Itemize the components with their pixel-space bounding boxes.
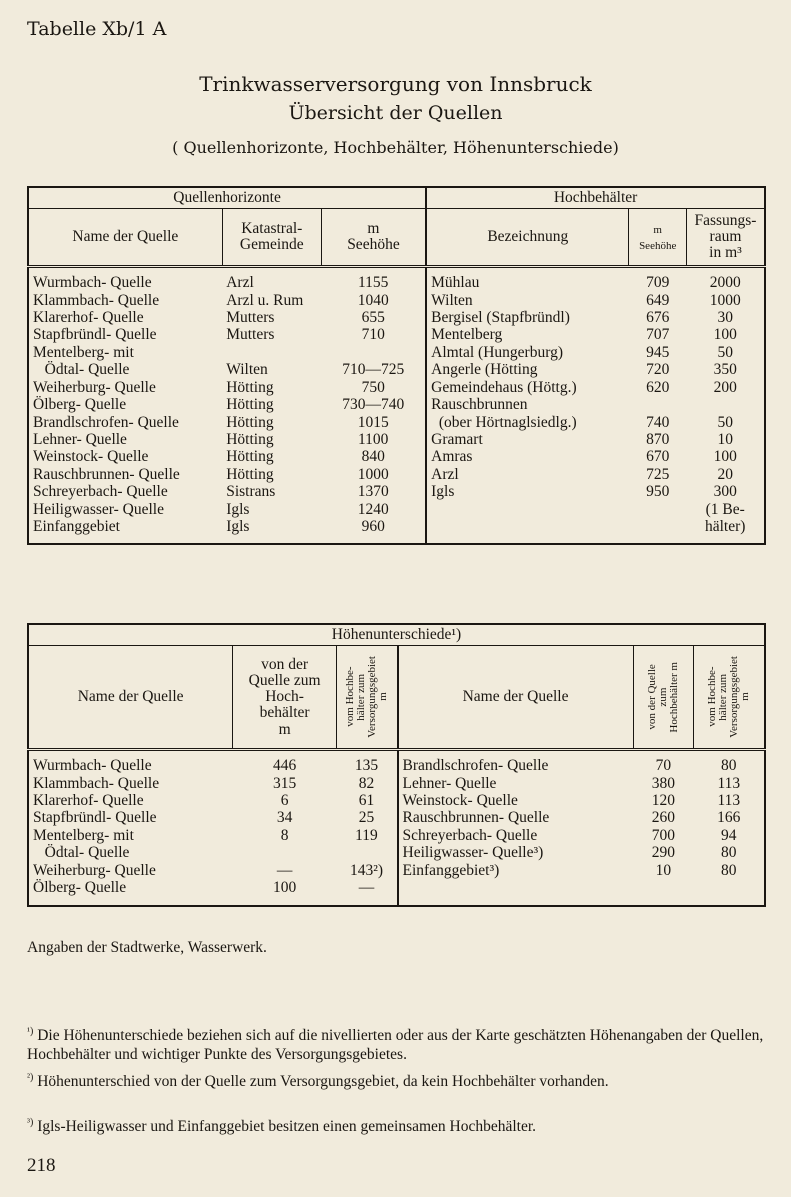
quelle-zum-hb-cell: 290 <box>651 844 675 862</box>
source-name-cell: Brandlschrofen- Quelle <box>402 757 549 775</box>
source-name-cell: Heiligwasser- Quelle <box>33 500 164 518</box>
col2-r-hb-vers <box>694 646 765 750</box>
hochbehaelter-name-cell: Arzl <box>431 465 459 483</box>
hb-zum-versorgung-cell: 80 <box>721 757 737 775</box>
gemeinde-cell: Hötting <box>226 378 274 396</box>
group-header-quellenhorizonte: Quellenhorizonte <box>28 187 426 209</box>
source-name-cell: Ödtal- Quelle <box>33 361 130 379</box>
source-name-cell: Ödtal- Quelle <box>33 844 130 862</box>
quelle-zum-hb-cell: 8 <box>280 826 289 844</box>
footnote-2 <box>27 1068 769 1091</box>
col2-zum-hb <box>233 646 337 750</box>
source-name-cell: Brandlschrofen- Quelle <box>33 413 179 431</box>
page-title: Trinkwasserversorgung von Innsbruck <box>199 72 592 96</box>
source-name-cell: Ölberg- Quelle <box>33 879 127 897</box>
table-row <box>28 483 765 500</box>
hochbehaelter-seehoehe-cell: 620 <box>646 378 670 396</box>
table-row <box>28 414 765 431</box>
hochbehaelter-name-cell: Angerle (Hötting <box>431 361 538 379</box>
table-row <box>28 792 765 809</box>
seehoehe-cell: 1000 <box>321 466 426 483</box>
hb-zum-versorgung-cell: 166 <box>717 809 741 827</box>
source-name-cell: Weinstock- Quelle <box>33 448 149 466</box>
seehoehe-cell: 960 <box>321 518 426 544</box>
gemeinde-cell: Wilten <box>226 361 268 379</box>
seehoehe-cell <box>321 344 426 361</box>
hb-zum-versorgung-cell: 94 <box>721 826 737 844</box>
source-name-cell: Weiherburg- Quelle <box>33 861 156 879</box>
hochbehaelter-name-cell: Amras <box>431 448 473 466</box>
gemeinde-cell: Hötting <box>226 396 274 414</box>
col-name-label: Name der Quelle <box>72 228 179 246</box>
hochbehaelter-name-cell: Wilten <box>431 291 473 309</box>
seehoehe-cell: 1240 <box>321 501 426 518</box>
col-fassung-label: Fassungs- raum in m³ <box>694 211 757 262</box>
table-row <box>28 844 765 861</box>
hochbehaelter-seehoehe-cell: 649 <box>646 291 670 309</box>
source-name-cell: Heiligwasser- Quelle³) <box>402 844 544 862</box>
source-name-cell: Klammbach- Quelle <box>33 774 160 792</box>
fassungsraum-cell: 100 <box>713 448 737 466</box>
hochbehaelter-name-cell <box>426 501 629 518</box>
table-row <box>28 466 765 483</box>
source-name-cell: Einfanggebiet <box>33 517 120 535</box>
hochbehaelter-name-cell: Mentelberg <box>431 326 503 344</box>
col-bezeichnung <box>426 209 629 267</box>
seehoehe-cell: 710 <box>321 326 426 343</box>
table-row <box>28 827 765 844</box>
source-name-cell: Klammbach- Quelle <box>33 291 160 309</box>
fassungsraum-cell: 2000 <box>709 274 741 292</box>
source-name-cell: Weinstock- Quelle <box>402 792 518 810</box>
group-header-hochbehaelter: Hochbehälter <box>426 187 765 209</box>
gemeinde-cell: Hötting <box>226 448 274 466</box>
seehoehe-cell: 655 <box>321 309 426 326</box>
source-name-cell: Lehner- Quelle <box>402 774 497 792</box>
col2-hb-vers-label: vom Hochbe- hälter zum Versorgungsgebiet m <box>343 656 389 739</box>
hb-zum-versorgung-cell <box>694 879 765 905</box>
hochbehaelter-seehoehe-cell: 950 <box>646 483 670 501</box>
source-name-cell: Schreyerbach- Quelle <box>402 826 538 844</box>
source-name-cell <box>398 879 634 905</box>
col2-zum-hb-label: von der Quelle zum Hoch- behälter m <box>248 655 321 738</box>
col-katastral-label: Katastral- Gemeinde <box>239 220 304 254</box>
col-name <box>28 209 222 267</box>
seehoehe-cell: 1155 <box>321 267 426 292</box>
hochbehaelter-name-cell: Almtal (Hungerburg) <box>431 343 563 361</box>
table-row <box>28 809 765 826</box>
gemeinde-cell: Mutters <box>226 326 275 344</box>
seehoehe-cell: 1370 <box>321 483 426 500</box>
col2-name-left-label: Name der Quelle <box>77 688 184 706</box>
quelle-zum-hb-cell: 34 <box>276 809 293 827</box>
gemeinde-cell: Hötting <box>226 430 274 448</box>
source-name-cell: Wurmbach- Quelle <box>33 757 152 775</box>
table-label: Tabelle Xb/1 A <box>27 18 167 40</box>
footnote-1 <box>27 1022 769 1064</box>
source-note: Angaben der Stadtwerke, Wasserwerk. <box>27 939 267 956</box>
hochbehaelter-name-cell: Igls <box>431 483 455 501</box>
hochbehaelter-seehoehe-cell: 725 <box>646 465 670 483</box>
page-number: 218 <box>27 1155 56 1176</box>
table-row <box>28 862 765 879</box>
hochbehaelter-seehoehe-cell: 709 <box>646 274 670 292</box>
hochbehaelter-name-cell: Mühlau <box>431 274 480 292</box>
hb-zum-versorgung-cell: 82 <box>336 775 397 792</box>
hb-zum-versorgung-cell: 80 <box>721 844 737 862</box>
hb-zum-versorgung-cell: 61 <box>336 792 397 809</box>
col-hb-seehoehe-label: m Seehöhe <box>639 224 677 253</box>
quelle-zum-hb-cell: 10 <box>655 861 672 879</box>
hochbehaelter-seehoehe-cell <box>629 501 686 518</box>
col2-r-zum-hb <box>633 646 694 750</box>
hochbehaelter-seehoehe-cell: 676 <box>646 309 670 327</box>
table-row <box>28 879 765 905</box>
hb-zum-versorgung-cell <box>336 844 397 861</box>
footnote-3-text: Igls-Heiligwasser und Einfanggebiet besitzen einen gemeinsamen Hochbehälter. <box>37 1118 537 1136</box>
gemeinde-cell: Hötting <box>226 413 274 431</box>
col2-r-zum-hb-label: von der Quelle zum Hochbehälter m <box>645 661 680 733</box>
group-header-hoehenunterschiede: Höhenunterschiede¹) <box>28 624 765 646</box>
source-name-cell: Rauschbrunnen- Quelle <box>33 465 180 483</box>
hochbehaelter-seehoehe-cell: 670 <box>646 448 670 466</box>
fassungsraum-cell: 30 <box>717 309 733 327</box>
col2-name-left <box>28 646 233 750</box>
seehoehe-cell: 730—740 <box>321 396 426 413</box>
source-name-cell: Mentelberg- mit <box>33 826 134 844</box>
col2-r-hb-vers-label: vom Hochbe- hälter zum Versorgungsgebiet m <box>706 656 752 739</box>
quelle-zum-hb-cell: 100 <box>272 879 297 897</box>
quelle-zum-hb-cell: 120 <box>651 792 675 810</box>
col-katastral <box>222 209 321 267</box>
footnote-3-mark: ³) <box>27 1117 34 1128</box>
footnote-3 <box>27 1113 769 1136</box>
hochbehaelter-seehoehe-cell <box>629 396 686 413</box>
quelle-zum-hb-cell: 700 <box>651 826 675 844</box>
fassungsraum-cell: 350 <box>713 361 737 379</box>
table-row <box>28 267 765 292</box>
source-name-cell: Lehner- Quelle <box>33 430 127 448</box>
col-seehoehe <box>321 209 426 267</box>
footnote-1-mark: ¹) <box>27 1026 34 1037</box>
source-name-cell: Einfanggebiet³) <box>402 861 500 879</box>
page-subtitle: Übersicht der Quellen <box>288 102 503 124</box>
gemeinde-cell: Igls <box>226 517 250 535</box>
source-name-cell: Rauschbrunnen- Quelle <box>402 809 550 827</box>
fassungsraum-cell: 200 <box>713 378 737 396</box>
footnote-2-text: Höhenunterschied von der Quelle zum Versorgungsgebiet, da kein Hochbehälter vorhanden. <box>37 1073 609 1091</box>
hb-zum-versorgung-cell: 113 <box>717 792 741 810</box>
fassungsraum-cell: 50 <box>717 413 733 431</box>
quelle-zum-hb-cell: 446 <box>272 757 297 775</box>
fassungsraum-cell: 20 <box>717 465 733 483</box>
source-name-cell: Weiherburg- Quelle <box>33 378 156 396</box>
gemeinde-cell <box>222 344 321 361</box>
quelle-zum-hb-cell: 6 <box>280 792 289 810</box>
height-diff-table <box>27 623 766 907</box>
table-row <box>28 292 765 309</box>
gemeinde-cell: Arzl u. Rum <box>226 291 304 309</box>
col-fassung <box>686 209 765 267</box>
hochbehaelter-name-cell <box>426 518 629 544</box>
col2-name-right-label: Name der Quelle <box>462 688 569 706</box>
gemeinde-cell: Arzl <box>226 274 254 292</box>
fassungsraum-cell: 10 <box>717 430 733 448</box>
source-name-cell: Klarerhof- Quelle <box>33 309 144 327</box>
hochbehaelter-name-cell: Gemeindehaus (Höttg.) <box>431 378 577 396</box>
col-hb-seehoehe <box>629 209 686 267</box>
table-row <box>28 501 765 518</box>
seehoehe-cell: 1015 <box>321 414 426 431</box>
hochbehaelter-seehoehe-cell: 740 <box>646 413 670 431</box>
quelle-zum-hb-cell: 70 <box>655 757 672 775</box>
seehoehe-cell: 710—725 <box>321 361 426 378</box>
fassungsraum-cell: 300 <box>713 483 737 501</box>
table-row <box>28 309 765 326</box>
col-bezeichnung-label: Bezeichnung <box>487 228 569 246</box>
hochbehaelter-seehoehe-cell <box>629 518 686 544</box>
page-parenthetical: ( Quellenhorizonte, Hochbehälter, Höhenunterschiede) <box>172 138 619 157</box>
source-name-cell: Ölberg- Quelle <box>33 396 127 414</box>
seehoehe-cell: 750 <box>321 379 426 396</box>
hb-zum-versorgung-cell: 80 <box>721 861 737 879</box>
source-name-cell: Wurmbach- Quelle <box>33 274 152 292</box>
fassungsraum-cell: (1 Be- <box>705 500 745 518</box>
table-row <box>28 326 765 343</box>
hochbehaelter-seehoehe-cell: 707 <box>646 326 670 344</box>
col2-hb-vers <box>336 646 397 750</box>
gemeinde-cell: Igls <box>226 500 250 518</box>
quelle-zum-hb-cell: 260 <box>651 809 675 827</box>
source-name-cell: Schreyerbach- Quelle <box>33 483 168 501</box>
seehoehe-cell: 840 <box>321 448 426 465</box>
hochbehaelter-name-cell: (ober Hörtnaglsiedlg.) <box>431 413 577 431</box>
table-row <box>28 396 765 413</box>
seehoehe-cell: 1100 <box>321 431 426 448</box>
fassungsraum-cell: hälter) <box>704 517 746 535</box>
hochbehaelter-name-cell: Bergisel (Stapfbründl) <box>431 309 570 327</box>
hb-zum-versorgung-cell: 143²) <box>336 862 397 879</box>
sources-table <box>27 186 766 545</box>
fassungsraum-cell: 100 <box>713 326 737 344</box>
hochbehaelter-name-cell: Gramart <box>431 430 483 448</box>
table-row <box>28 431 765 448</box>
quelle-zum-hb-cell: 315 <box>272 774 297 792</box>
table-row <box>28 344 765 361</box>
seehoehe-cell: 1040 <box>321 292 426 309</box>
fassungsraum-cell <box>686 396 765 413</box>
source-name-cell: Klarerhof- Quelle <box>33 792 144 810</box>
quelle-zum-hb-cell <box>633 879 694 905</box>
fassungsraum-cell: 50 <box>717 343 733 361</box>
table-row <box>28 361 765 378</box>
footnote-2-mark: ²) <box>27 1072 34 1083</box>
fassungsraum-cell: 1000 <box>709 291 741 309</box>
table-row <box>28 775 765 792</box>
quelle-zum-hb-cell: — <box>276 861 293 879</box>
hochbehaelter-seehoehe-cell: 870 <box>646 430 670 448</box>
quelle-zum-hb-cell: 380 <box>651 774 675 792</box>
col-seehoehe-label: m Seehöhe <box>347 220 400 254</box>
gemeinde-cell: Hötting <box>226 465 274 483</box>
hb-zum-versorgung-cell: 113 <box>717 774 741 792</box>
source-name-cell: Stapfbründl- Quelle <box>33 809 157 827</box>
gemeinde-cell: Sistrans <box>226 483 276 501</box>
table-row <box>28 448 765 465</box>
hb-zum-versorgung-cell: 119 <box>336 827 397 844</box>
table-row <box>28 750 765 775</box>
col2-name-right <box>398 646 634 750</box>
table-row <box>28 518 765 544</box>
footnote-1-text: Die Höhenunterschiede beziehen sich auf die nivellierten oder aus der Karte geschätzten Höhenangaben der Quellen, Hochbehälter und wichtiger Punkte des Versorgungsgebietes. <box>27 1027 764 1064</box>
quelle-zum-hb-cell <box>233 844 337 861</box>
source-name-cell: Stapfbründl- Quelle <box>33 326 157 344</box>
source-name-cell: Mentelberg- mit <box>33 343 134 361</box>
hochbehaelter-seehoehe-cell: 720 <box>646 361 670 379</box>
hb-zum-versorgung-cell: — <box>336 879 397 905</box>
hb-zum-versorgung-cell: 25 <box>336 809 397 826</box>
table-row <box>28 379 765 396</box>
hochbehaelter-seehoehe-cell: 945 <box>646 343 670 361</box>
hb-zum-versorgung-cell: 135 <box>336 750 397 775</box>
gemeinde-cell: Mutters <box>226 309 275 327</box>
hochbehaelter-name-cell: Rauschbrunnen <box>431 396 528 414</box>
